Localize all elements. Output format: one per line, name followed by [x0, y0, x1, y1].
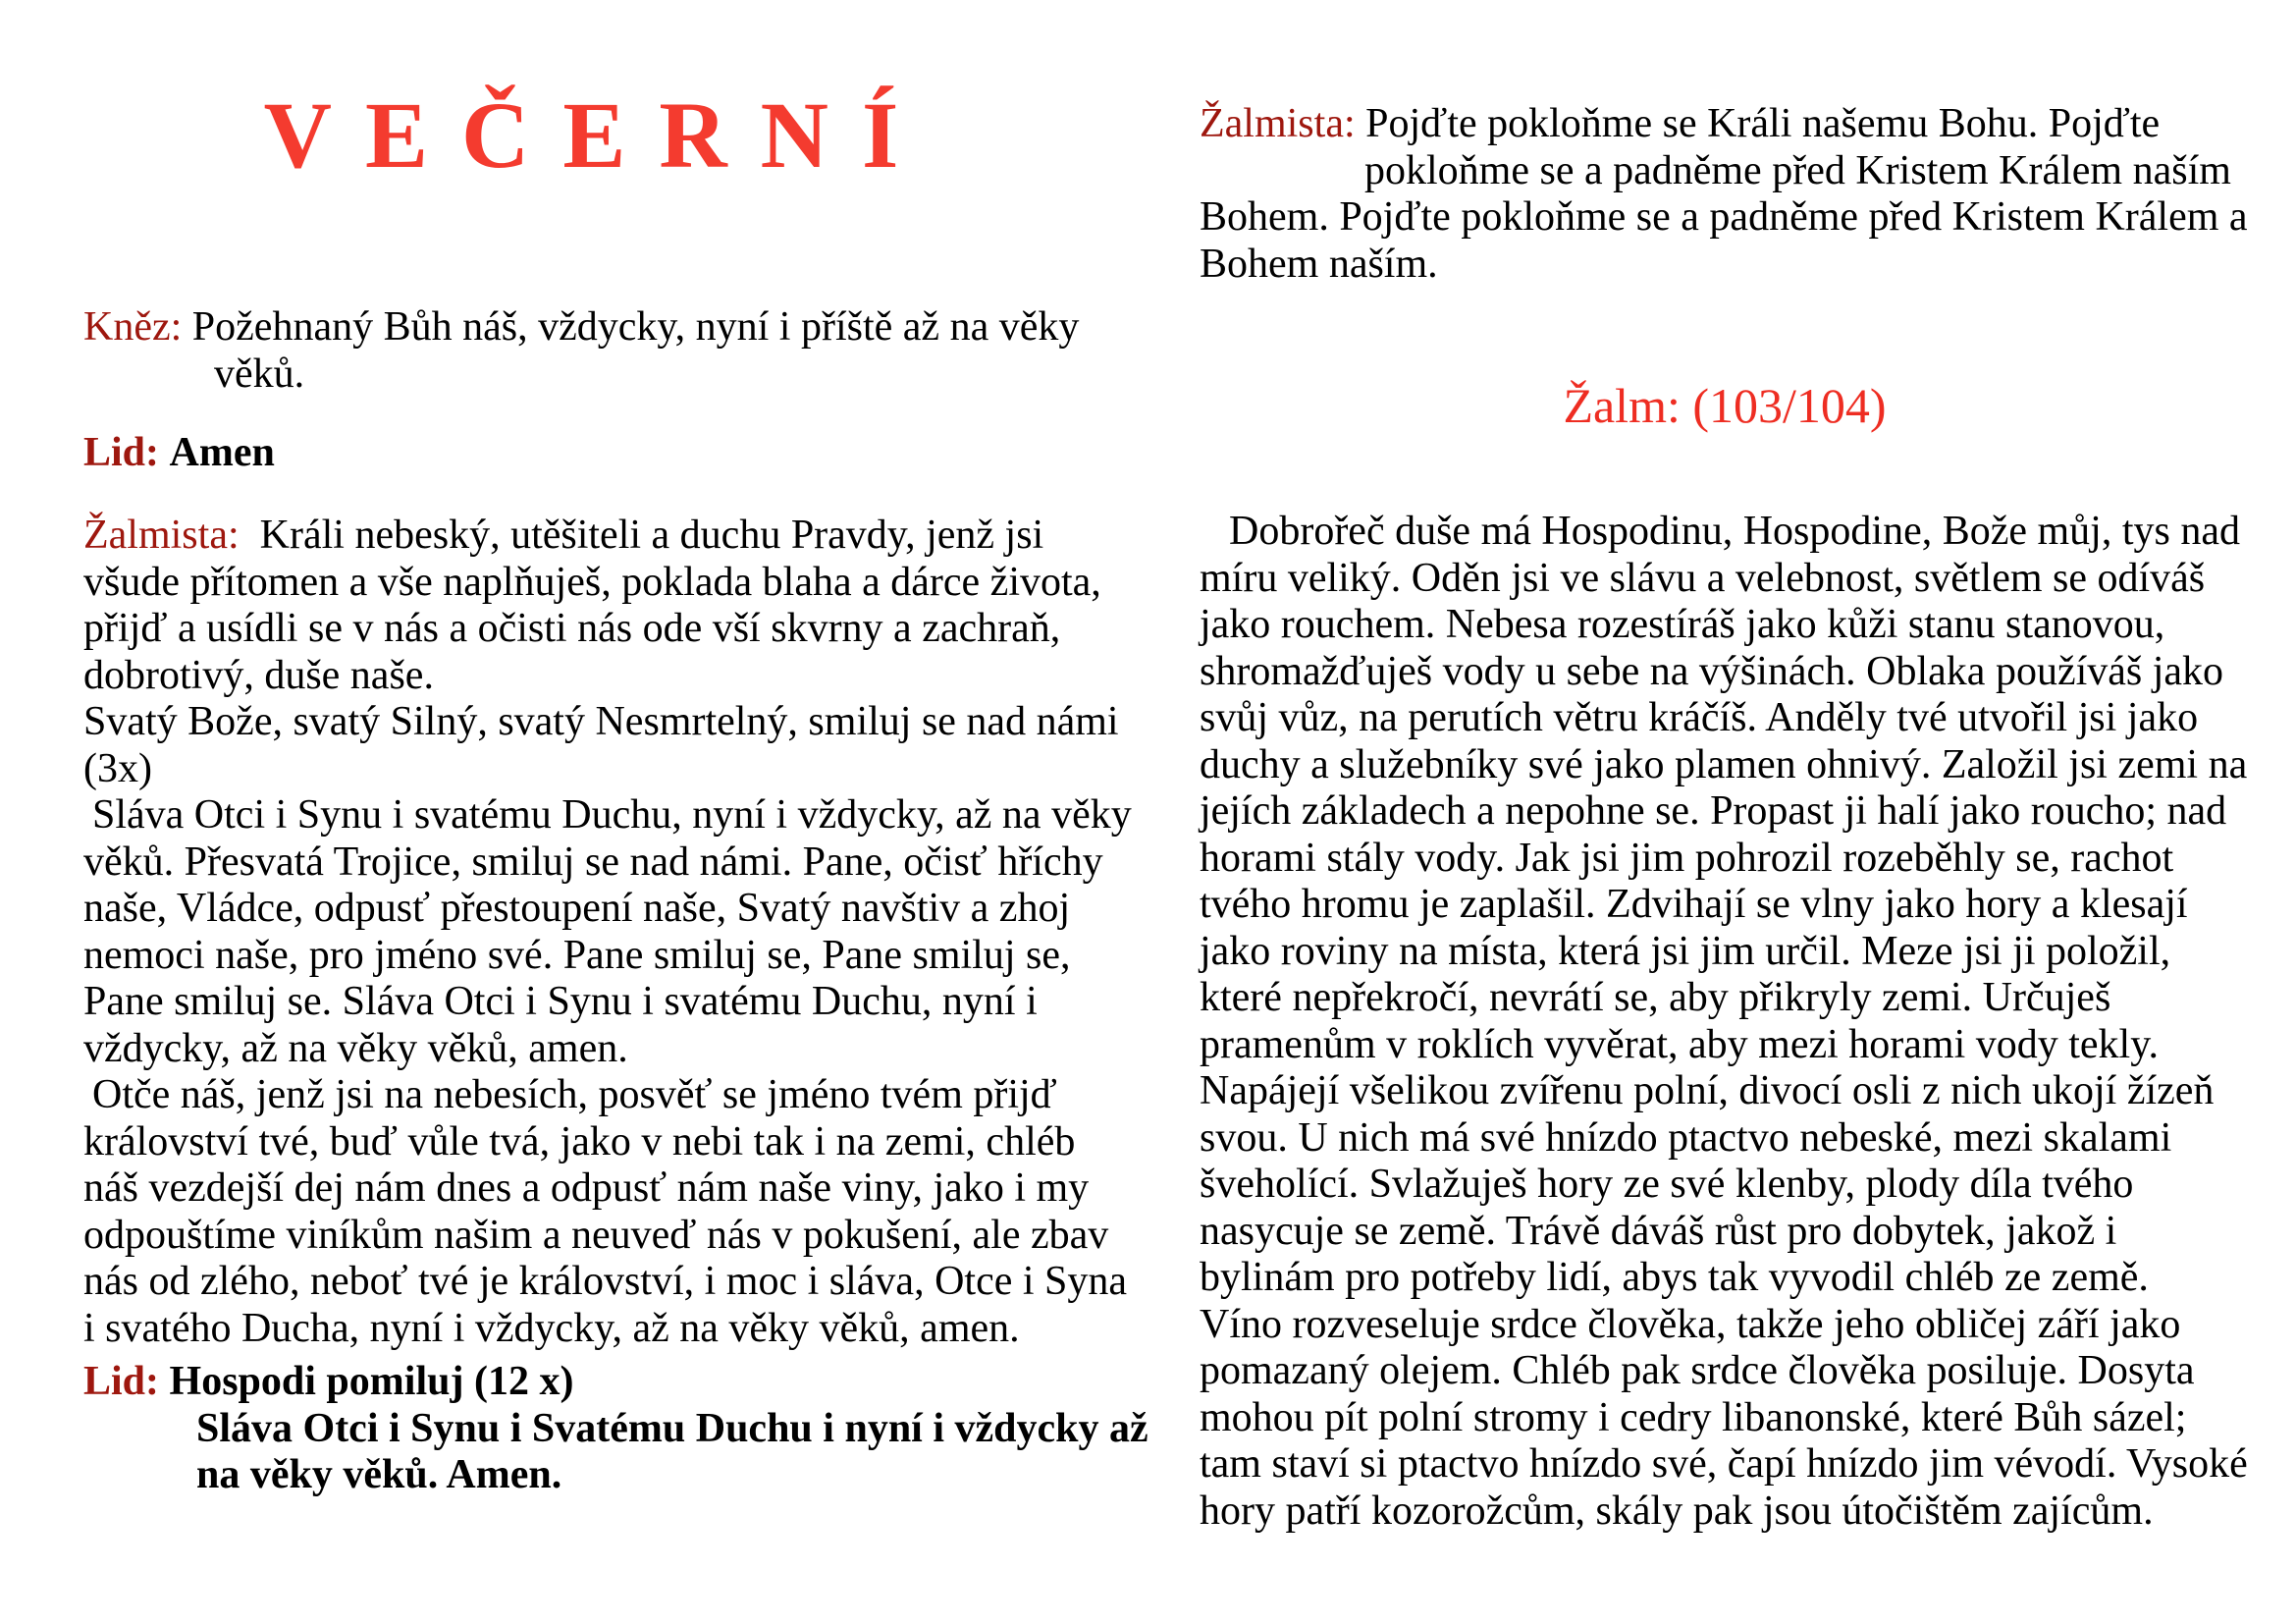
- text-line: svůj vůz, na perutích větru kráčíš. Anděly tvé utvořil jsi jako: [1200, 695, 2199, 740]
- text-line: přijď a usídli se v nás a očisti nás ode vší skvrny a zachraň,: [83, 606, 1061, 651]
- text-line: Lid: Hospodi pomiluj (12 x): [83, 1359, 574, 1404]
- text-line: Otče náš, jenž jsi na nebesích, posvěť se jméno tvém přijď: [92, 1072, 1057, 1117]
- speaker-label: Lid:: [83, 1359, 160, 1404]
- text-line: tvého hromu je zaplašil. Zdvihají se vlny jako hory a klesají: [1200, 882, 2188, 927]
- text-line: nasycuje se země. Trávě dáváš růst pro dobytek, jakož i: [1200, 1208, 2117, 1254]
- text-line: dobrotivý, duše naše.: [83, 652, 434, 698]
- text-line: všude přítomen a vše naplňuješ, poklada blaha a dárce života,: [83, 559, 1101, 605]
- text-line: naše, Vládce, odpusť přestoupení naše, Svatý navštiv a zhoj: [83, 886, 1071, 931]
- text-line: horami stály vody. Jak jsi jim pohrozil rozeběhly se, rachot: [1200, 835, 2174, 881]
- paragraph-zalmista-left: [83, 513, 1132, 1352]
- text-line: náš vezdejší dej nám dnes a odpusť nám naše viny, jako i my: [83, 1165, 1090, 1211]
- text-line: na věky věků. Amen.: [196, 1452, 562, 1497]
- text-line: míru veliký. Oděn jsi ve slávu a velebnost, světlem se odíváš: [1200, 555, 2206, 601]
- text-line: jejích základech a nepohne se. Propast ji halí jako roucho; nad: [1200, 788, 2227, 834]
- psalm-heading: Žalm: (103/104): [1563, 378, 1887, 433]
- text-line: svou. U nich má své hnízdo ptactvo nebeské, mezi skalami: [1200, 1114, 2172, 1161]
- text-line: Bohem. Pojďte pokloňme se a padněme před Kristem Králem a: [1200, 194, 2248, 240]
- text-line: mohou pít polní stromy i cedry libanonské, které Bůh sázel;: [1200, 1394, 2187, 1440]
- text-line: odpouštíme viníkům našim a neuveď nás v pokušení, ale zbav: [83, 1212, 1109, 1258]
- text-line: i svatého Ducha, nyní i vždycky, až na věky věků, amen.: [83, 1305, 1020, 1351]
- text-line: duchy a služebníky své jako plamen ohnivý. Založil jsi zemi na: [1200, 741, 2248, 787]
- text-line: věků.: [214, 351, 305, 397]
- text-line: Svatý Bože, svatý Silný, svatý Nesmrtelný, smiluj se nad námi: [83, 699, 1119, 744]
- text-line: hory patří kozorožcům, skály pak jsou útočištěm zajícům.: [1200, 1488, 2154, 1534]
- page-title: VEČERNÍ: [263, 82, 933, 188]
- text-line: Sláva Otci i Synu i svatému Duchu, nyní i vždycky, až na věky: [92, 792, 1132, 838]
- text-line: věků. Přesvatá Trojice, smiluj se nad námi. Pane, očisť hříchy: [83, 839, 1103, 885]
- text-line: které nepřekročí, nevrátí se, aby přikryly zemi. Určuješ: [1200, 975, 2111, 1020]
- right-column: [1200, 0, 2250, 1624]
- paragraph-lid-amen: [83, 430, 1112, 477]
- paragraph-zalmista-right: [1200, 101, 2250, 288]
- text-line: Víno rozveseluje srdce člověka, takže jeho obličej září jako: [1200, 1301, 2181, 1347]
- text-line: království tvé, buď vůle tvá, jako v nebi tak i na zemi, chléb: [83, 1118, 1076, 1164]
- speaker-label: Žalmista:: [83, 513, 240, 558]
- speaker-label: Kněz:: [83, 304, 183, 350]
- paragraph-knez: [83, 304, 1112, 398]
- text-line: pokloňme se a padněme před Kristem Králem naším: [1364, 147, 2231, 193]
- text-line: nás od zlého, neboť tvé je království, i moc i sláva, Otce i Syna: [83, 1259, 1128, 1304]
- text-line: nemoci naše, pro jméno své. Pane smiluj se, Pane smiluj se,: [83, 932, 1071, 978]
- paragraph-lid-hospodi: [83, 1359, 1148, 1499]
- text-line: Bohem naším.: [1200, 241, 1438, 287]
- text-line: Žalmista: Pojďte pokloňme se Králi našemu Bohu. Pojďte: [1200, 101, 2161, 146]
- text-line: vždycky, až na věky věků, amen.: [83, 1025, 628, 1071]
- text-line: shromažďuješ vody u sebe na výšinách. Oblaka používáš jako: [1200, 648, 2224, 694]
- text-line: jako roviny na místa, která jsi jim určil. Meze jsi ji položil,: [1200, 928, 2171, 974]
- text-line: šveholící. Svlažuješ hory ze své klenby, plody díla tvého: [1200, 1162, 2134, 1207]
- text-line: tam staví si ptactvo hnízdo své, čapí hnízdo jim vévodí. Vysoké: [1200, 1441, 2248, 1487]
- text-line: Lid: Amen: [83, 430, 275, 475]
- speaker-label: Žalmista:: [1200, 101, 1356, 146]
- text-line: jako rouchem. Nebesa rozestíráš jako kůži stanu stanovou,: [1200, 602, 2165, 647]
- text-line: pomazaný olejem. Chléb pak srdce člověka posiluje. Dosyta: [1200, 1348, 2195, 1393]
- text-line: Kněz: Požehnaný Bůh náš, vždycky, nyní i příště až na věky: [83, 304, 1080, 350]
- text-line: Sláva Otci i Synu i Svatému Duchu i nyní i vždycky až: [196, 1405, 1148, 1451]
- text-line: (3x): [83, 745, 152, 791]
- left-column: [83, 0, 1148, 1624]
- text-line: Dobrořeč duše má Hospodinu, Hospodine, Bože můj, tys nad: [1229, 509, 2241, 554]
- text-line: pramenům v roklích vyvěrat, aby mezi horami vody tekly.: [1200, 1021, 2159, 1067]
- paragraph-psalm: [1200, 509, 2250, 1535]
- text-line: Žalmista: Králi nebeský, utěšiteli a duchu Pravdy, jenž jsi: [83, 513, 1044, 558]
- text-line: Napájejí všelikou zvířenu polní, divocí osli z nich ukojí žízeň: [1200, 1068, 2215, 1113]
- speaker-label: Lid:: [83, 430, 160, 475]
- text-line: Pane smiluj se. Sláva Otci i Synu i svatému Duchu, nyní i: [83, 979, 1038, 1024]
- text-line: bylinám pro potřeby lidí, abys tak vyvodil chléb ze země.: [1200, 1255, 2149, 1300]
